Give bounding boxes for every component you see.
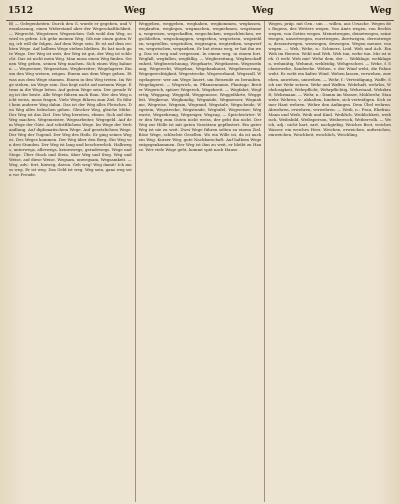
column-1-headword: Weg bbox=[124, 6, 146, 16]
text-column-3 bbox=[264, 21, 394, 502]
page-number: 1512 bbox=[8, 6, 34, 16]
column-2-headword: Weg bbox=[252, 6, 274, 16]
page-header bbox=[6, 4, 394, 21]
text-column-1 bbox=[6, 21, 135, 502]
column-3-headword: Weg bbox=[370, 6, 392, 16]
column-3-text: Wegen, präp. mit Gen.: um ... willen, aus Ursache. Wegen des Regens, des Wetters wegen. Von Amts wegen, von Rechts wegen, von Gottes wegen. Meinetwegen, deinetwegen, seinetwegen, unsertwegen, euretwegen, ihretwegen, derentwegen, dessentwegen, weswegen, deswegen. Wegen meiner, von wegen. — Weh, Wehe, n.: Schmerz, Leid. Weh und Ach. Ein Weh im Herzen. Wohl und Weh. Weh tun, wehe tun. Mir ist weh. O weh! Weh mir! Wehe dem, der ... Wehklage, wehklagen, wehmütig, Wehmut, wehleidig, Wehgeschrei. — Wehe, f. Schneewehe, Sandwehe. Wehen, v. der Wind weht, die Fahne weht. Es weht ein kalter Wind. Wehen lassen, verwehen, zuwehen, anwehen, umwehen. — Wehr, f.: Verteidigung, Waffe. Sich zur Wehr setzen. Wehr und Waffen. Wehrhaft, wehrlos, Wehrlosigkeit, Wehrpflicht, Wehrpflichtig, Wehrstand, Wehrkraft, Wehrmann. — Wehr, n.: Damm im Wasser, Mühlwehr, Stauwehr. Wehren, v.: abhalten, hindern, sich verteidigen. Sich seiner Haut wehren. Wehre den Anfängen. Dem Übel wehren. Abwehren, erwehren, verwehren. — Weib, n.: Frau, Ehefrau. Mann und Weib. Weib und Kind. Weiblich, Weiblichkeit, weibisch, Weibsbild, Weibsperson, Weiberrock, Weibervolk. — Weich, adj.: nicht hart, zart, nachgiebig. Weiches Brot, weiches Wasser, ein weiches Herz. Weichen, erweichen, aufweichen, einweichen, Weichheit, weichlich, Weichling. bbox=[268, 21, 392, 138]
column-2-text: Weggeben, weggehen, weghaben, wegkommen, weglassen, weglaufen, weglegen, wegmachen, wegnehmen, wegräumen, wegreisen, wegschaffen, wegschicken, wegschleichen, wegschließen, wegschnappen, wegsehen, wegsetzen, wegstehlen, wegstellen, wegstoßen, wegtragen, wegtreiben, wegwerfen, wegwischen, wegziehen. Er hat etwas weg, er hat ihn weg. Das ist weg und vergessen. In einem weg, in einem fort. Wegfall, wegfallen, wegfällig. — Wegbereitung, Wegbeschaffenheit, Wegbezeichnung, Wegekarte, Wegekosten, Wegeordnung, Wegerecht, Wegebau, Wegebaukunst, Wegebesserung, Wegegerechtigkeit, Wegestrecke, Wegeverband, Wegezoll. Wegelagerer: wer am Wege lauert, um Reisende zu berauben. Wegelagerei. — Wegerich, m. Pflanzenname, Plantago. Breiter Wegerich, spitzer Wegerich, Wegebreit. — Wegfahrt, Wegfertig, Weggang, Weggeld, Weggenosse, Weggefährte, Weggeleit. Wegkreuz, Wegkundig, Wegmüde, Wegmesser, Wegnahme, Wegreise, Wegrain, Wegrand, Wegsäule, Wegscheide, Wegstein, Wegstrecke, Wegstunde, Wegtafel, Wegweiser, Wegwarte, Wegzehrung, Wegzeiger, Wegzug. — Sprichwörter: Wer den Weg zum Guten nicht weiss, der geht ihn nicht. Der Weg zur Hölle ist mit guten Vorsätzen gepflastert. Ein guter Weg ist nie zu weit. Zwei Wege führen selten zu einem Ziel. Böse Wege, schlechte Gesellen. Wo ein Wille ist, da ist auch ein Weg. Kurzer Weg, gute Nachbarschaft. Auf halbem Wege entgegenkommen. Der Weg ist ihm zu weit, er bleibt zu Hause. Wer viele Wege geht, kommt spät nach Hause. bbox=[138, 21, 262, 153]
column-1-text: B) — Gelegenheiten: Durch den G. wurde er gegeben, und Veranlassung, einen Widerstand aber der Wegeschaftlichkeit. — Wegrecht, Wegsteuer, Wegzeichen. Geh wohl den Weg, so wird es gehen. Ich gehe meinen Weg. Gib mir einen guten Weg, ich will dir folgen. Auf dem Wege sein. Er ist auf dem rechten Wege. Auf halbem Wege stehen bleiben. Es hat noch gute Wege. Der Weg ist weit, der Weg ist gut, der Weg ist schlecht. Das ist nicht mein Weg. Man muss einen Weg finden. Seinen Weg gehen, seinen Weg machen. Sich einen Weg bahnen. — Wegweiser; Wegzeichen; Wegbereiter; Wegelagerer. Einem den Weg weisen, zeigen. Einem aus dem Wege gehen. Etwas aus dem Wege räumen. Einem in den Weg treten. Im Wege stehen, im Wege sein. Das liegt nicht auf meinem Wege. Etwas in die Wege leiten. Auf gutem Wege sein. Der gerade Weg ist der beste. Alle Wege führen nach Rom. Wer den Weg nicht weiss, muss fragen. Viele Wege führen zum Ziel. Es führt kein anderer Weg dahin. Das ist der Weg alles Fleisches. Den Weg alles Irdischen gehen. Gleicher Weg, gleiche Mühe. Der Weg ist das Ziel. Den Weg bereiten, ebnen. Sich auf den Weg machen. Wegemeister, Wegearbeiter, Wegegeld. Auf dem Wege der Güte. Auf schriftlichem Wege. Im Wege der Verhandlung. Auf diplomatischem Wege. Auf gesetzlichem Wege. Der Weg der Tugend. Der Weg des Heils. Er ging seines Weges. Des Weges kommen. Der Weg über den Berg. Ein Weg von drei Stunden. Der Weg ist lang und beschwerlich. Halbwegs, unterwegs, allerwegs, keineswegs, geradewegs. Wege und Stege. Über Stock und Stein, über Weg und Steg. Weg und Weise, auf diese Weise. Wegsam, unwegsam, Wegsamkeit. — Weg, adv.: fort, hinweg, davon. Geh weg! Weg damit! Ich muss weg. Er ist weg. Das Geld ist weg. Weg sein, ganz weg sein vor Freude. bbox=[9, 21, 132, 178]
text-columns bbox=[6, 21, 394, 502]
text-column-2 bbox=[135, 21, 265, 502]
